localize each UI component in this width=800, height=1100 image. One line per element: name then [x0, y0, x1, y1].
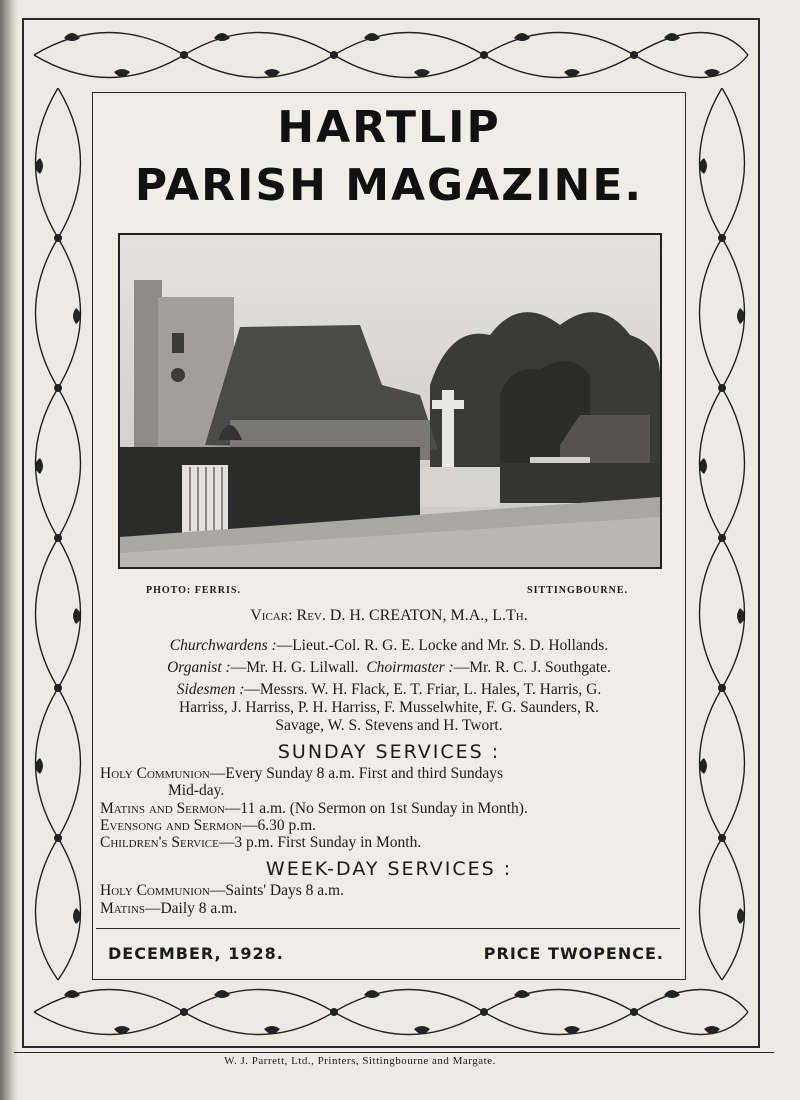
sunday-evensong-label: Evensong and Sermon	[100, 817, 242, 834]
photo-location: SITTINGBOURNE.	[527, 585, 628, 596]
vicar-line	[96, 607, 682, 625]
vicar-name: Rev. D. H. CREATON, M.A., L.Th.	[296, 607, 528, 624]
sunday-childrens-label: Children's Service	[100, 834, 219, 851]
weekday-holy-communion	[100, 882, 682, 900]
vicar-label: Vicar:	[250, 607, 293, 624]
sunday-holy-communion-times: —Every Sunday 8 a.m. First and third Sundays	[209, 765, 504, 782]
masthead-line-1: HARTLIP	[277, 102, 501, 153]
issue-price: PRICE TWOPENCE.	[483, 944, 664, 963]
sunday-holy-communion-label: Holy Communion	[100, 765, 210, 782]
organist-label: Organist :	[167, 659, 231, 676]
left-floral-border	[26, 88, 90, 980]
sidesmen-label: Sidesmen :	[176, 681, 245, 698]
page-binding-shadow	[0, 0, 18, 1100]
sunday-holy-communion-cont: Mid-day.	[168, 782, 225, 799]
footer-divider	[96, 928, 680, 929]
top-floral-border	[24, 20, 758, 90]
organist-line	[96, 659, 682, 677]
sunday-evensong	[100, 817, 682, 835]
right-floral-border	[690, 88, 754, 980]
weekday-services-heading: WEEK-DAY SERVICES :	[265, 858, 513, 880]
church-photograph	[118, 233, 662, 569]
sunday-services-heading: SUNDAY SERVICES :	[277, 741, 501, 763]
weekday-matins-label: Matins	[100, 900, 145, 917]
weekday-matins	[100, 900, 682, 918]
sunday-holy-communion	[100, 765, 682, 783]
organist-name: —Mr. H. G. Lilwall.	[230, 659, 359, 676]
sunday-matins	[100, 800, 682, 818]
printer-rule	[14, 1052, 774, 1053]
sunday-matins-label: Matins and Sermon	[100, 800, 225, 817]
bottom-floral-border	[24, 978, 758, 1046]
choirmaster-name: —Mr. R. C. J. Southgate.	[453, 659, 611, 676]
choirmaster-label: Choirmaster :	[366, 659, 454, 676]
weekday-matins-times: —Daily 8 a.m.	[144, 900, 238, 917]
sidesmen-line-2: Harriss, J. Harriss, P. H. Harriss, F. Musselwhite, F. G. Saunders, R.	[179, 699, 599, 716]
sunday-evensong-times: —6.30 p.m.	[241, 817, 317, 834]
issue-date: DECEMBER, 1928.	[108, 944, 284, 963]
sidesmen-names-1: —Messrs. W. H. Flack, E. T. Friar, L. Hales, T. Harris, G.	[244, 681, 602, 698]
weekday-holy-communion-label: Holy Communion	[100, 882, 210, 899]
churchwardens-names: —Lieut.-Col. R. G. E. Locke and Mr. S. D. Hollands.	[276, 637, 609, 654]
sunday-childrens-times: —3 p.m. First Sunday in Month.	[218, 834, 422, 851]
churchwardens-label: Churchwardens :	[169, 637, 277, 654]
printer-imprint: W. J. Parrett, Ltd., Printers, Sittingbourne and Margate.	[224, 1055, 496, 1067]
photo-credit: PHOTO: FERRIS.	[146, 585, 241, 596]
sidesmen-line-3: Savage, W. S. Stevens and H. Twort.	[275, 717, 503, 734]
sunday-matins-times: —11 a.m. (No Sermon on 1st Sunday in Month).	[224, 800, 528, 817]
sidesmen-line-1	[96, 681, 682, 699]
churchwardens-line	[96, 637, 682, 655]
sunday-childrens-service	[100, 834, 682, 852]
masthead-line-2: PARISH MAGAZINE.	[134, 160, 644, 211]
weekday-holy-communion-times: —Saints' Days 8 a.m.	[209, 882, 344, 899]
